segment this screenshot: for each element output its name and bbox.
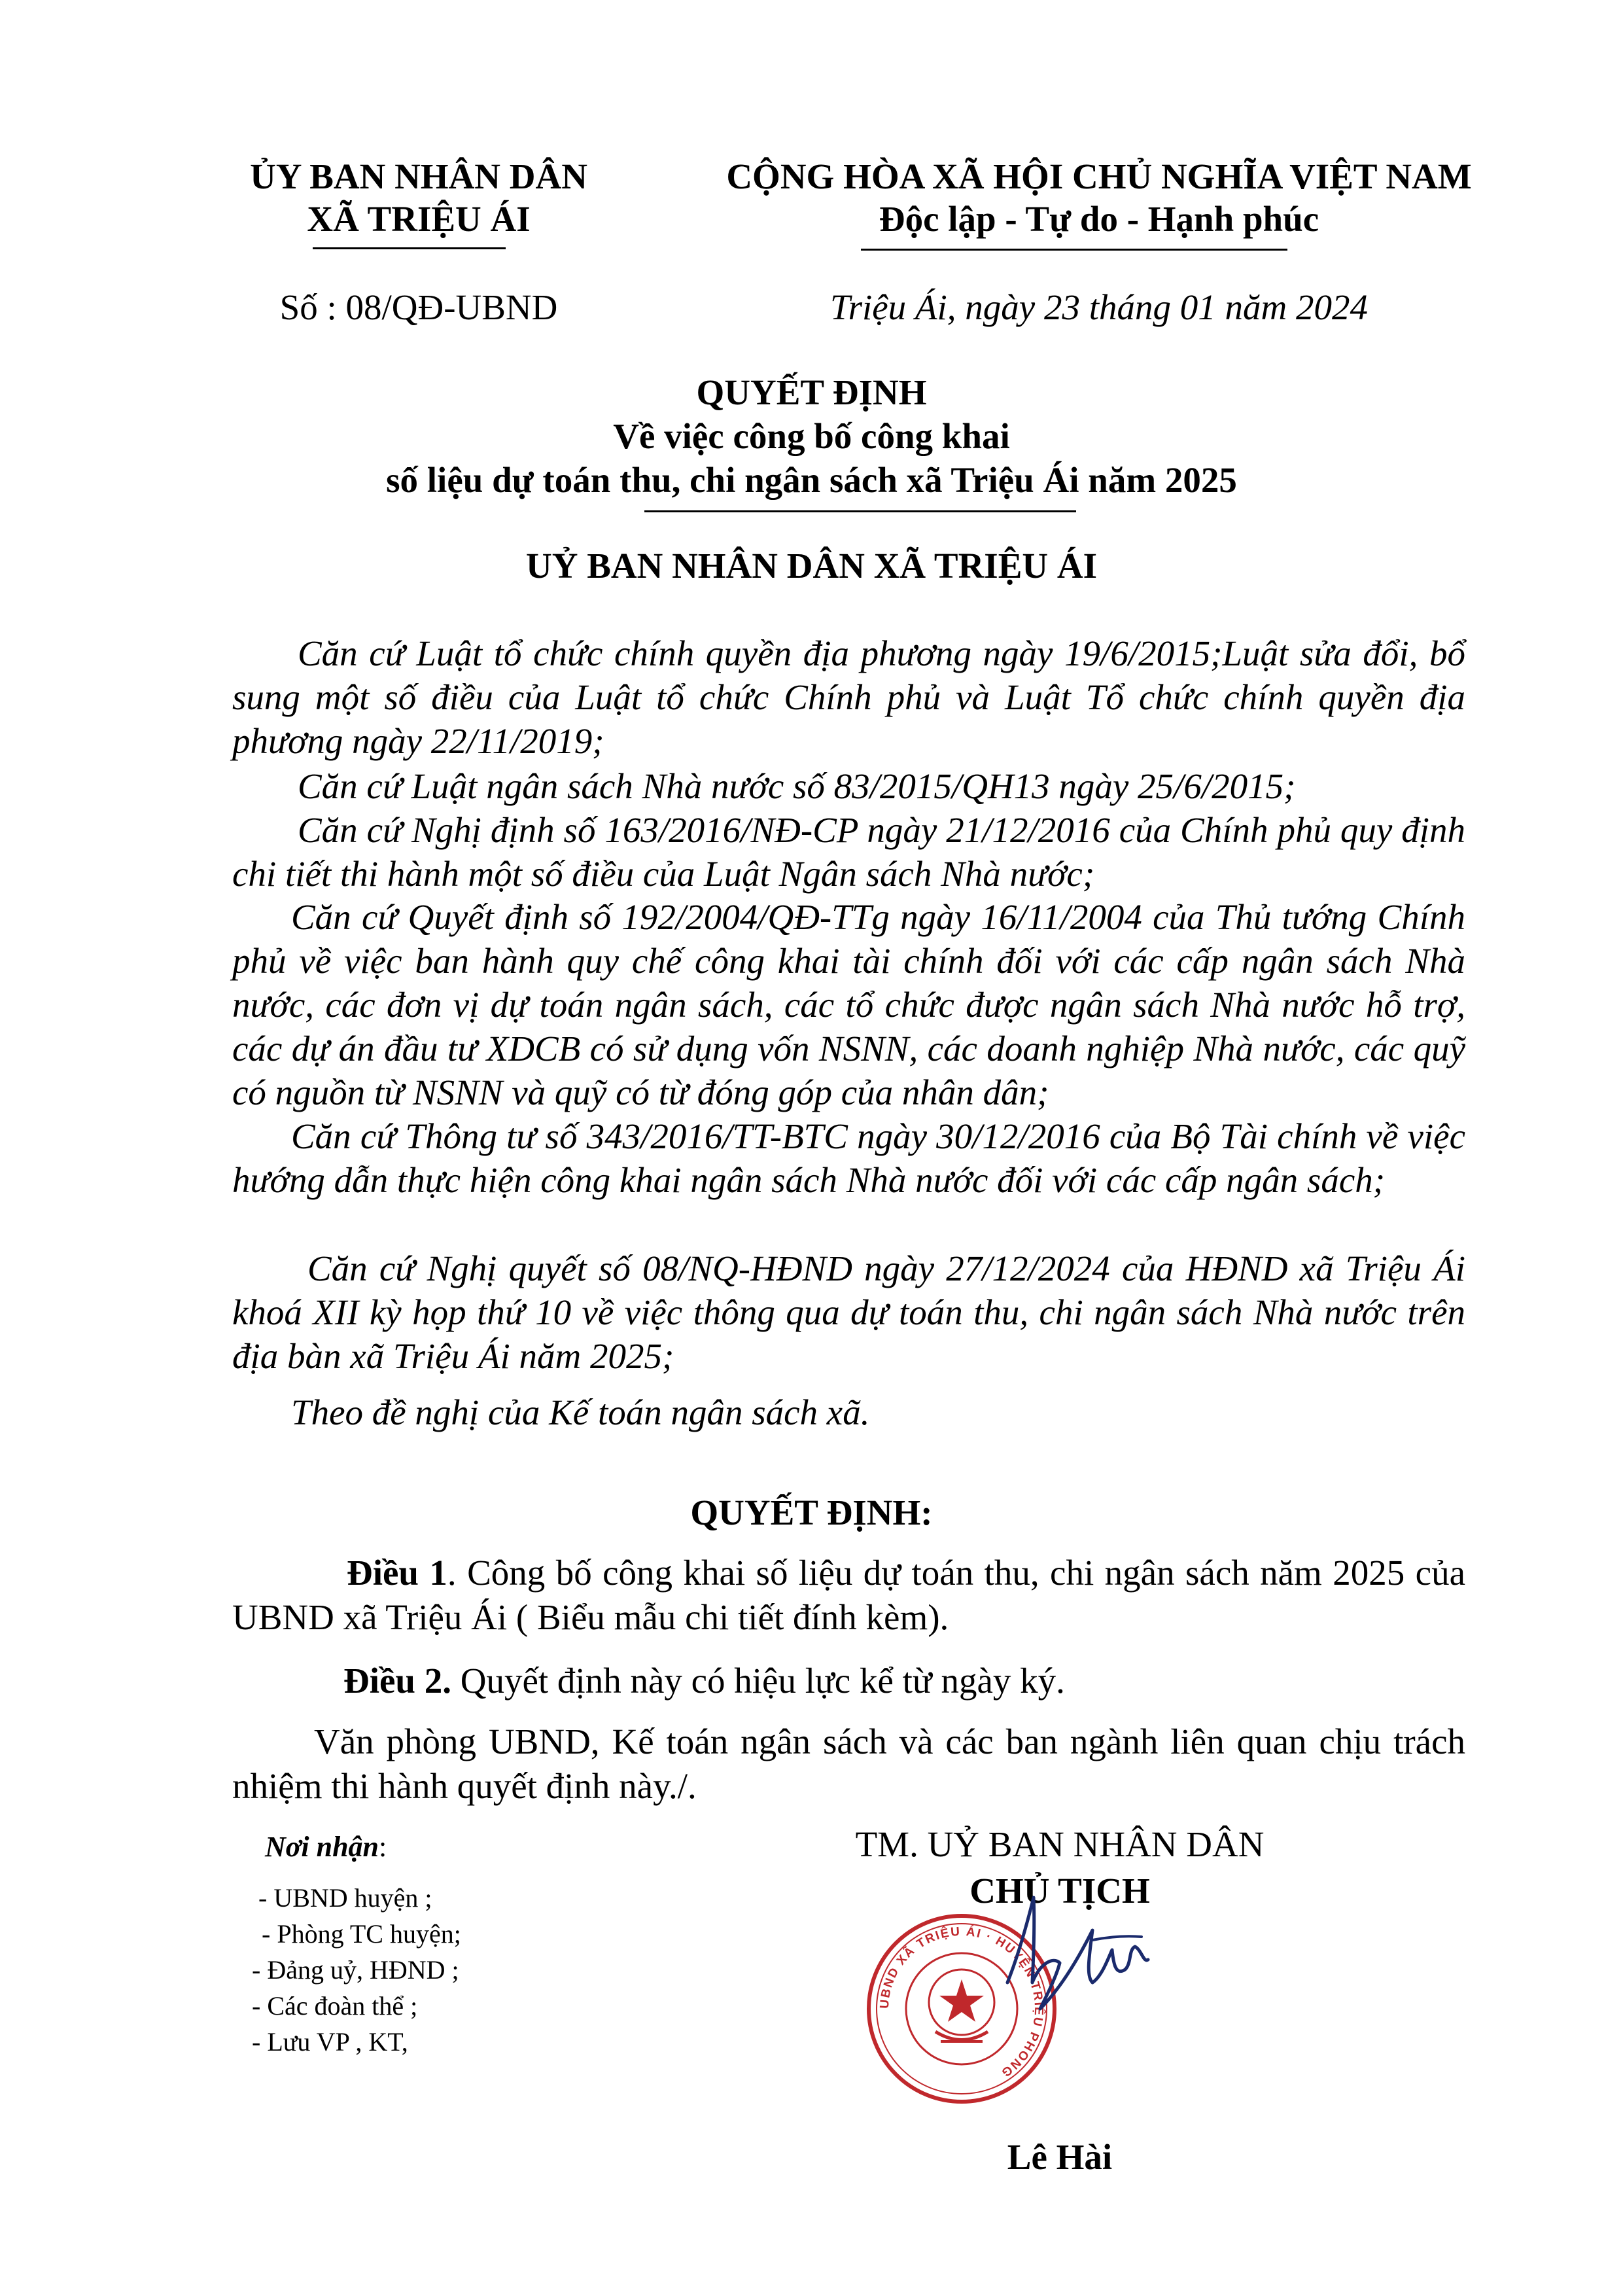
recipient-item: - UBND huyện ; [258,1883,432,1913]
decision-subject-line1: Về việc công bố công khai [613,416,1010,456]
decision-heading: QUYẾT ĐỊNH: [690,1492,933,1532]
signer-position: CHỦ TỊCH [969,1871,1150,1911]
preamble-5: Căn cứ Thông tư số 343/2016/TT-BTC ngày 30/12/2016 của Bộ Tài chính về việc hướng dẫn thực hiện công khai ngân sách Nhà nước đối với các cấp ngân sách; [232,1116,1465,1200]
document-number: Số : 08/QĐ-UBND [279,287,558,327]
preamble-6: Căn cứ Nghị quyết số 08/NQ-HĐND ngày 27/12/2024 của HĐND xã Triệu Ái khoá XII kỳ họp thứ 10 về việc thông qua dự toán thu, chi ngân sách Nhà nước trên địa bàn xã Triệu Ái năm 2025; [232,1248,1465,1376]
issuing-authority: UỶ BAN NHÂN DÂN XÃ TRIỆU ÁI [526,546,1097,586]
recipient-item: - Đảng uỷ, HĐND ; [252,1955,459,1985]
recipients-colon: : [379,1831,387,1863]
subject-underline [644,510,1076,512]
seal-text: UBND XÃ TRIỆU ÁI · HUYỆN TRIỆU PHONG [877,1924,1046,2080]
national-title: CỘNG HÒA XÃ HỘI CHỦ NGHĨA VIỆT NAM [726,156,1472,196]
decision-title: QUYẾT ĐỊNH [696,372,927,412]
place-date: Triệu Ái, ngày 23 tháng 01 năm 2024 [830,287,1368,327]
motto-underline [861,249,1287,251]
recipient-item: - Lưu VP , KT, [252,2027,408,2057]
recipients-heading-label: Nơi nhận [265,1831,379,1863]
handwritten-signature-icon [994,1884,1151,2028]
preamble-3: Căn cứ Nghị định số 163/2016/NĐ-CP ngày 21/12/2016 của Chính phủ quy định chi tiết thi hành một số điều của Luật Ngân sách Nhà nước; [232,810,1465,894]
recipient-item: - Phòng TC huyện; [262,1919,461,1949]
preamble-7: Theo đề nghị của Kế toán ngân sách xã. [291,1392,870,1432]
recipients-heading [265,1830,387,1863]
article-2-text: Quyết định này có hiệu lực kể từ ngày ký. [451,1661,1065,1701]
article-1-text: . Công bố công khai số liệu dự toán thu, chi ngân sách năm 2025 của UBND xã Triệu Ái ( Biểu mẫu chi tiết đính kèm). [232,1553,1466,1637]
decision-subject-line2: số liệu dự toán thu, chi ngân sách xã Triệu Ái năm 2025 [386,460,1237,500]
signer-name: Lê Hài [1007,2137,1113,2177]
issuer-commune: XÃ TRIỆU ÁI [307,199,531,239]
preamble-2: Căn cứ Luật ngân sách Nhà nước số 83/2015/QH13 ngày 25/6/2015; [298,766,1296,806]
recipient-item: - Các đoàn thể ; [252,1991,418,2021]
article-2 [232,1659,1465,1703]
signer-on-behalf: TM. UỶ BAN NHÂN DÂN [855,1824,1265,1864]
article-3: Văn phòng UBND, Kế toán ngân sách và các ban ngành liên quan chịu trách nhiệm thi hành quyết định này./. [232,1722,1465,1806]
issuer-name: ỦY BAN NHÂN DÂN [250,156,587,196]
article-2-label: Điều 2. [343,1661,451,1701]
article-1 [232,1551,1465,1640]
national-motto: Độc lập - Tự do - Hạnh phúc [879,199,1319,239]
issuer-underline [313,247,506,249]
preamble-4: Căn cứ Quyết định số 192/2004/QĐ-TTg ngày 16/11/2004 của Thủ tướng Chính phủ về việc ban hành quy chế công khai tài chính đối với các cấp ngân sách Nhà nước, các đơn vị dự toán ngân sách, các tổ chức được ngân sách Nhà nước hỗ trợ, các dự án đầu tư XDCB có sử dụng vốn NSNN, các doanh nghiệp Nhà nước, các quỹ có nguồn từ NSNN và quỹ có từ đóng góp của nhân dân; [232,897,1465,1112]
article-1-label: Điều 1 [347,1553,447,1593]
preamble-1: Căn cứ Luật tổ chức chính quyền địa phương ngày 19/6/2015;Luật sửa đổi, bổ sung một số điều của Luật tổ chức Chính phủ và Luật Tổ chức chính quyền địa phương ngày 22/11/2019; [232,633,1465,761]
